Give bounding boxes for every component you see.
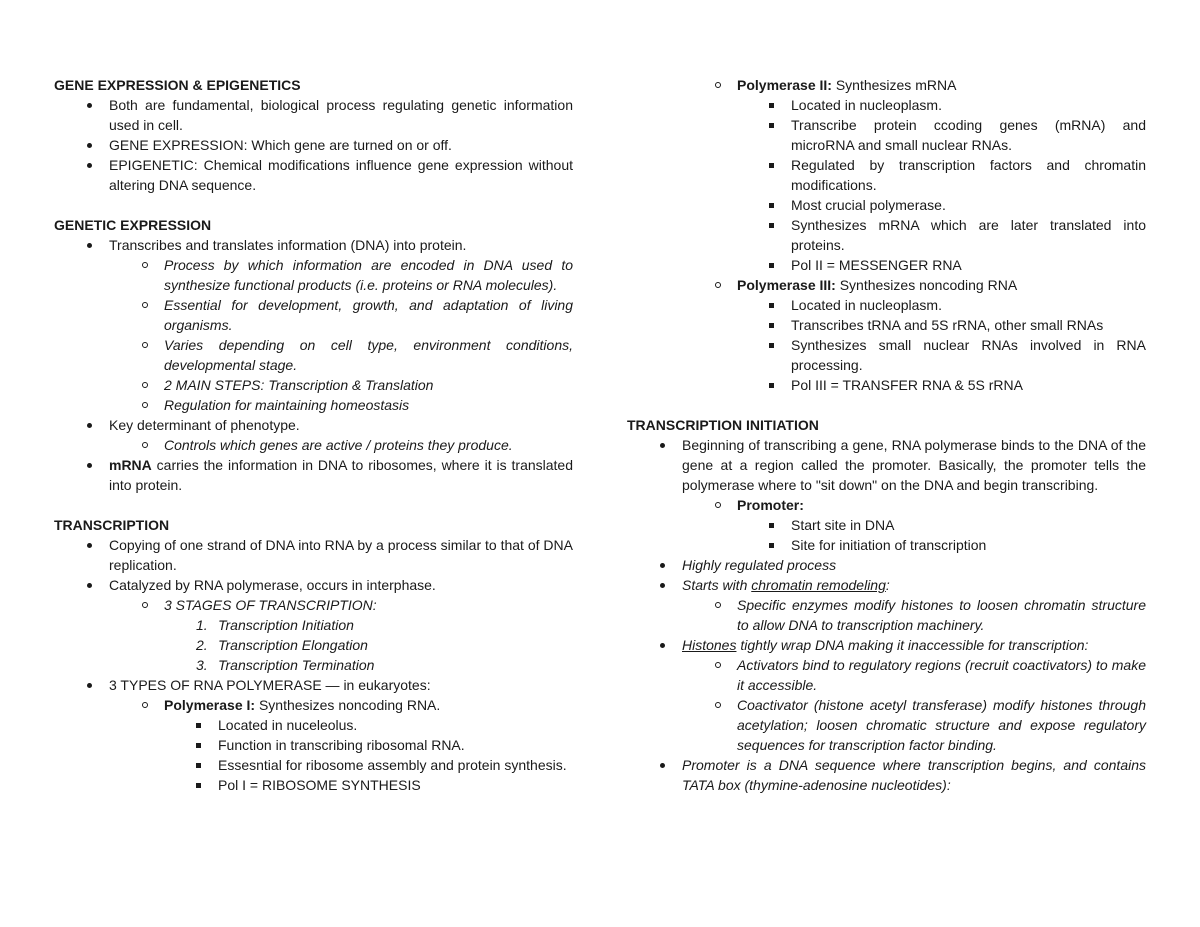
bullet-disc-icon bbox=[660, 435, 682, 455]
sub-sub-bullet-item: Regulated by transcription factors and chromatin modifications. bbox=[791, 155, 1146, 195]
bullet-square-icon bbox=[769, 315, 791, 335]
bullet-disc-icon bbox=[660, 575, 682, 595]
sub-sub-bullet-item: Synthesizes small nuclear RNAs involved in RNA processing. bbox=[791, 335, 1146, 375]
bullet-circle-icon bbox=[142, 695, 164, 715]
bullet-item: Copying of one strand of DNA into RNA by a process similar to that of DNA replication. bbox=[109, 535, 573, 575]
sub-bullet-item: Coactivator (histone acetyl transferase) modify histones through acetylation; loosen chromatic structure and expose regulatory sequences for transcription factor binding. bbox=[737, 695, 1146, 755]
bullet-item: Promoter is a DNA sequence where transcription begins, and contains TATA box (thymine-adenosine nucleotides): bbox=[682, 755, 1146, 795]
bullet-disc-icon bbox=[87, 455, 109, 475]
bullet-item: Beginning of transcribing a gene, RNA polymerase binds to the DNA of the gene at a region called the promoter. Basically, the promoter tells the polymerase where to "sit down" on the DNA and begin transcribing. bbox=[682, 435, 1146, 495]
underlined-term: chromatin remodeling bbox=[751, 577, 886, 593]
term-bold: Polymerase II: bbox=[737, 77, 832, 93]
bullet-disc-icon bbox=[87, 235, 109, 255]
sub-sub-bullet-item: Transcribe protein ccoding genes (mRNA) and microRNA and small nuclear RNAs. bbox=[791, 115, 1146, 155]
bullet-square-icon bbox=[196, 755, 218, 775]
bullet-item: GENE EXPRESSION: Which gene are turned on or off. bbox=[109, 135, 573, 155]
sub-sub-bullet-item: Function in transcribing ribosomal RNA. bbox=[218, 735, 573, 755]
section-heading: GENE EXPRESSION & EPIGENETICS bbox=[54, 77, 301, 93]
sub-bullet-item: 2 MAIN STEPS: Transcription & Translation bbox=[164, 375, 573, 395]
bullet-circle-icon bbox=[715, 495, 737, 515]
bullet-item: EPIGENETIC: Chemical modifications influence gene expression without altering DNA sequence. bbox=[109, 155, 573, 195]
bullet-disc-icon bbox=[660, 555, 682, 575]
list-number: 2. bbox=[196, 637, 208, 653]
bullet-square-icon bbox=[769, 295, 791, 315]
sub-sub-bullet-item: Transcribes tRNA and 5S rRNA, other small RNAs bbox=[791, 315, 1146, 335]
bullet-square-icon bbox=[769, 515, 791, 535]
list-number: 1. bbox=[196, 617, 208, 633]
section-heading: GENETIC EXPRESSION bbox=[54, 217, 212, 233]
bullet-disc-icon bbox=[87, 535, 109, 555]
sub-bullet-item: Activators bind to regulatory regions (recruit coactivators) to make it accessible. bbox=[737, 655, 1146, 695]
bullet-item: 3 TYPES OF RNA POLYMERASE — in eukaryotes: bbox=[109, 675, 573, 695]
bullet-item: Highly regulated process bbox=[682, 555, 1146, 575]
bullet-item: Both are fundamental, biological process regulating genetic information used in cell. bbox=[109, 95, 573, 135]
sub-sub-bullet-item: Located in nuceleolus. bbox=[218, 715, 573, 735]
bullet-circle-icon bbox=[715, 655, 737, 675]
sub-bullet-item: Polymerase I: Synthesizes noncoding RNA. bbox=[164, 695, 573, 715]
bullet-item: Catalyzed by RNA polymerase, occurs in interphase. bbox=[109, 575, 573, 595]
underlined-term: Histones bbox=[682, 637, 737, 653]
bullet-circle-icon bbox=[142, 255, 164, 275]
bullet-square-icon bbox=[769, 215, 791, 235]
sub-sub-bullet-item: Essesntial for ribosome assembly and protein synthesis. bbox=[218, 755, 573, 775]
bullet-item: Starts with chromatin remodeling: bbox=[682, 575, 1146, 595]
sub-sub-bullet-item: Synthesizes mRNA which are later translated into proteins. bbox=[791, 215, 1146, 255]
sub-bullet-item: Regulation for maintaining homeostasis bbox=[164, 395, 573, 415]
sub-sub-bullet-item: Located in nucleoplasm. bbox=[791, 95, 1146, 115]
bullet-circle-icon bbox=[142, 335, 164, 355]
bullet-square-icon bbox=[196, 775, 218, 795]
section-heading: TRANSCRIPTION bbox=[54, 517, 170, 533]
bullet-item: Histones tightly wrap DNA making it inaccessible for transcription: bbox=[682, 635, 1146, 655]
bullet-square-icon bbox=[769, 95, 791, 115]
term-bold: Polymerase III: bbox=[737, 277, 836, 293]
sub-sub-bullet-item: Pol II = MESSENGER RNA bbox=[791, 255, 1146, 275]
sub-sub-bullet-item: Pol I = RIBOSOME SYNTHESIS bbox=[218, 775, 573, 795]
sub-bullet-item: Controls which genes are active / proteins they produce. bbox=[164, 435, 573, 455]
bullet-circle-icon bbox=[715, 75, 737, 95]
bullet-circle-icon bbox=[715, 695, 737, 715]
bullet-disc-icon bbox=[660, 635, 682, 655]
sub-sub-bullet-item: Pol III = TRANSFER RNA & 5S rRNA bbox=[791, 375, 1146, 395]
bullet-circle-icon bbox=[142, 595, 164, 615]
term-bold: mRNA bbox=[109, 457, 152, 473]
bullet-square-icon bbox=[769, 375, 791, 395]
bullet-square-icon bbox=[769, 155, 791, 175]
bullet-square-icon bbox=[769, 115, 791, 135]
bullet-circle-icon bbox=[142, 295, 164, 315]
numbered-item: 3. Transcription Termination bbox=[196, 657, 375, 673]
section-heading: TRANSCRIPTION INITIATION bbox=[627, 417, 819, 433]
sub-sub-bullet-item: Most crucial polymerase. bbox=[791, 195, 1146, 215]
term-bold: Polymerase I: bbox=[164, 697, 256, 713]
bullet-circle-icon bbox=[715, 595, 737, 615]
bullet-item: Transcribes and translates information (DNA) into protein. bbox=[109, 235, 573, 255]
list-number: 3. bbox=[196, 657, 208, 673]
bullet-item: Key determinant of phenotype. bbox=[109, 415, 573, 435]
bullet-square-icon bbox=[769, 335, 791, 355]
sub-bullet-item: Polymerase III: Synthesizes noncoding RNA bbox=[737, 275, 1146, 295]
right-column bbox=[627, 75, 1146, 795]
bullet-disc-icon bbox=[87, 575, 109, 595]
sub-sub-bullet-item: Start site in DNA bbox=[791, 515, 1146, 535]
sub-sub-bullet-item: Site for initiation of transcription bbox=[791, 535, 1146, 555]
sub-bullet-item bbox=[737, 495, 1146, 515]
bullet-disc-icon bbox=[87, 135, 109, 155]
bullet-circle-icon bbox=[142, 395, 164, 415]
sub-bullet-item: 3 STAGES OF TRANSCRIPTION: bbox=[164, 595, 573, 615]
bullet-square-icon bbox=[769, 195, 791, 215]
sub-sub-bullet-item: Located in nucleoplasm. bbox=[791, 295, 1146, 315]
bullet-disc-icon bbox=[87, 95, 109, 115]
numbered-item: 2. Transcription Elongation bbox=[196, 637, 368, 653]
bullet-disc-icon bbox=[87, 155, 109, 175]
bullet-circle-icon bbox=[715, 275, 737, 295]
sub-bullet-item: Polymerase II: Synthesizes mRNA bbox=[737, 75, 1146, 95]
sub-bullet-item: Essential for development, growth, and adaptation of living organisms. bbox=[164, 295, 573, 335]
bullet-circle-icon bbox=[142, 435, 164, 455]
bullet-square-icon bbox=[769, 535, 791, 555]
bullet-disc-icon bbox=[660, 755, 682, 775]
term-bold: Promoter: bbox=[737, 497, 804, 513]
bullet-item: mRNA carries the information in DNA to ribosomes, where it is translated into protein. bbox=[109, 455, 573, 495]
bullet-square-icon bbox=[769, 255, 791, 275]
bullet-square-icon bbox=[196, 715, 218, 735]
bullet-circle-icon bbox=[142, 375, 164, 395]
bullet-square-icon bbox=[196, 735, 218, 755]
sub-bullet-item: Specific enzymes modify histones to loosen chromatin structure to allow DNA to transcription machinery. bbox=[737, 595, 1146, 635]
sub-bullet-item: Varies depending on cell type, environment conditions, developmental stage. bbox=[164, 335, 573, 375]
sub-bullet-item: Process by which information are encoded in DNA used to synthesize functional products (i.e. proteins or RNA molecules). bbox=[164, 255, 573, 295]
numbered-item: 1. Transcription Initiation bbox=[196, 617, 354, 633]
bullet-disc-icon bbox=[87, 415, 109, 435]
bullet-disc-icon bbox=[87, 675, 109, 695]
left-column bbox=[54, 75, 573, 795]
